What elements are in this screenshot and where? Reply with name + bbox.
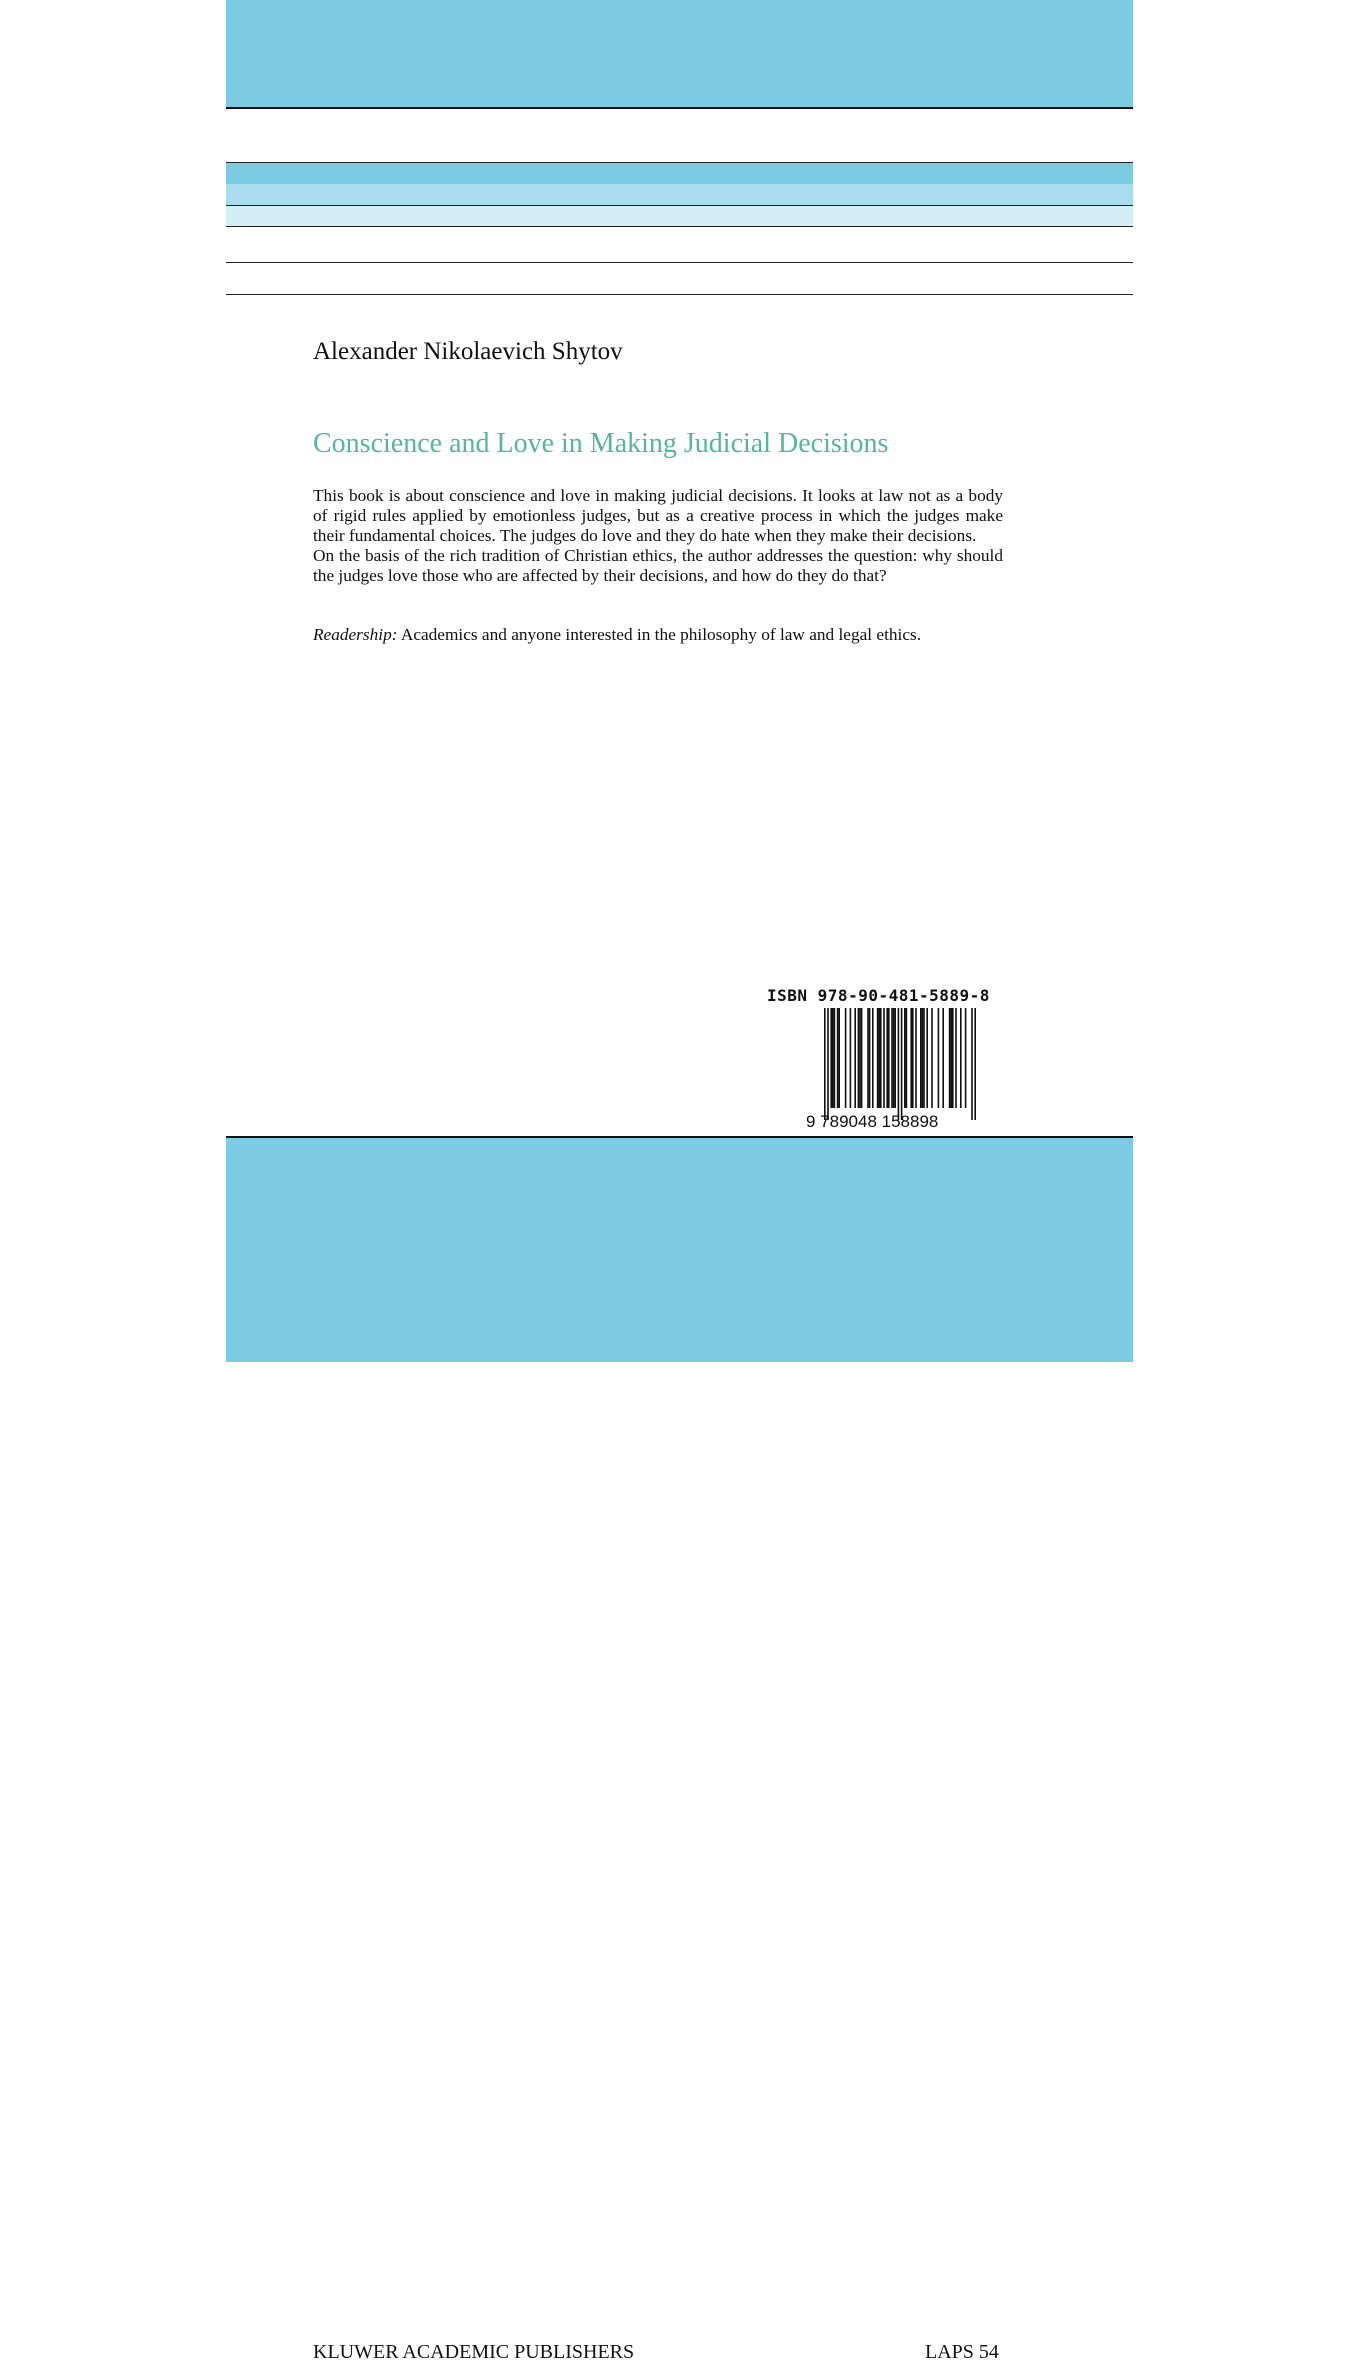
barcode-bar bbox=[861, 1008, 863, 1108]
barcode-bar bbox=[838, 1008, 840, 1108]
book-description bbox=[313, 486, 1003, 586]
bottom-color-band bbox=[226, 1136, 1133, 2363]
barcode-bar bbox=[845, 1008, 847, 1108]
barcode-bar bbox=[938, 1008, 940, 1108]
barcode-bar bbox=[974, 1008, 976, 1120]
barcode-bar bbox=[832, 1008, 834, 1108]
barcode-bar bbox=[859, 1008, 861, 1108]
readership-line bbox=[313, 625, 1033, 645]
barcode-bar bbox=[910, 1008, 912, 1108]
description-paragraph: On the basis of the rich tradition of Christian ethics, the author addresses the question: why should the judges love those who are affected by their decisions, and how do they do that? bbox=[313, 546, 1003, 585]
barcode-bar bbox=[923, 1008, 925, 1108]
isbn-barcode bbox=[806, 1006, 996, 1131]
barcode-bar bbox=[837, 1008, 839, 1108]
barcode-bar bbox=[898, 1008, 900, 1120]
publisher-name: KLUWER ACADEMIC PUBLISHERS bbox=[313, 2341, 635, 2363]
barcode-bar bbox=[877, 1008, 879, 1108]
barcode-bar bbox=[920, 1008, 922, 1108]
barcode-bar bbox=[834, 1008, 836, 1108]
top-color-band bbox=[226, 0, 1133, 109]
barcode-bar bbox=[931, 1008, 933, 1108]
barcode-bar bbox=[922, 1008, 924, 1108]
barcode-bar bbox=[904, 1008, 906, 1108]
barcode-bar bbox=[830, 1008, 832, 1108]
barcode-bar bbox=[965, 1008, 967, 1108]
barcode-bar bbox=[880, 1008, 882, 1108]
barcode-bar bbox=[869, 1008, 871, 1108]
barcode-bar bbox=[827, 1008, 829, 1120]
barcode-bar bbox=[942, 1008, 944, 1108]
decorative-stripe-light bbox=[226, 206, 1133, 227]
barcode-bar bbox=[824, 1008, 826, 1120]
author-name: Alexander Nikolaevich Shytov bbox=[313, 338, 623, 365]
barcode-bar bbox=[949, 1008, 951, 1108]
barcode-bar bbox=[952, 1008, 954, 1108]
series-number: LAPS 54 bbox=[925, 2341, 999, 2363]
barcode-bar bbox=[850, 1008, 852, 1108]
barcode-bar bbox=[950, 1008, 952, 1108]
book-back-cover bbox=[226, 0, 1133, 2363]
readership-text: Academics and anyone interested in the philosophy of law and legal ethics. bbox=[397, 625, 922, 644]
barcode-bar bbox=[854, 1008, 856, 1108]
barcode-bar bbox=[915, 1008, 917, 1108]
barcode-bar bbox=[891, 1008, 893, 1108]
book-title: Conscience and Love in Making Judicial Decisions bbox=[313, 428, 889, 459]
barcode-bars bbox=[824, 1008, 976, 1120]
horizontal-rule bbox=[226, 294, 1133, 295]
barcode-bar bbox=[960, 1008, 962, 1108]
barcode-bar bbox=[912, 1008, 914, 1108]
barcode-bar bbox=[878, 1008, 880, 1108]
barcode-bar bbox=[901, 1008, 903, 1120]
barcode-bar bbox=[858, 1008, 860, 1108]
description-paragraph: This book is about conscience and love in making judicial decisions. It looks at law not as a body of rigid rules applied by emotionless judges, but as a creative process in which the judges make their fundamental choices. The judges do love and they do hate when they make their decisions. bbox=[313, 486, 1003, 545]
barcode-bar bbox=[894, 1008, 896, 1108]
decorative-stripe-dark bbox=[226, 162, 1133, 185]
barcode-bar bbox=[926, 1008, 928, 1108]
barcode-bar bbox=[955, 1008, 957, 1108]
horizontal-rule bbox=[226, 262, 1133, 263]
barcode-bar bbox=[883, 1008, 885, 1108]
barcode-bar bbox=[893, 1008, 895, 1108]
barcode-digits: 9 789048 158898 bbox=[806, 1112, 939, 1131]
barcode-bar bbox=[888, 1008, 890, 1108]
barcode-bar bbox=[906, 1008, 908, 1108]
barcode-bar bbox=[867, 1008, 869, 1108]
decorative-stripe-medium bbox=[226, 184, 1133, 206]
isbn-label: ISBN 978-90-481-5889-8 bbox=[767, 986, 990, 1005]
barcode-bar bbox=[872, 1008, 874, 1108]
barcode-bar bbox=[886, 1008, 888, 1108]
readership-label: Readership: bbox=[313, 625, 398, 644]
barcode-bar bbox=[971, 1008, 973, 1120]
